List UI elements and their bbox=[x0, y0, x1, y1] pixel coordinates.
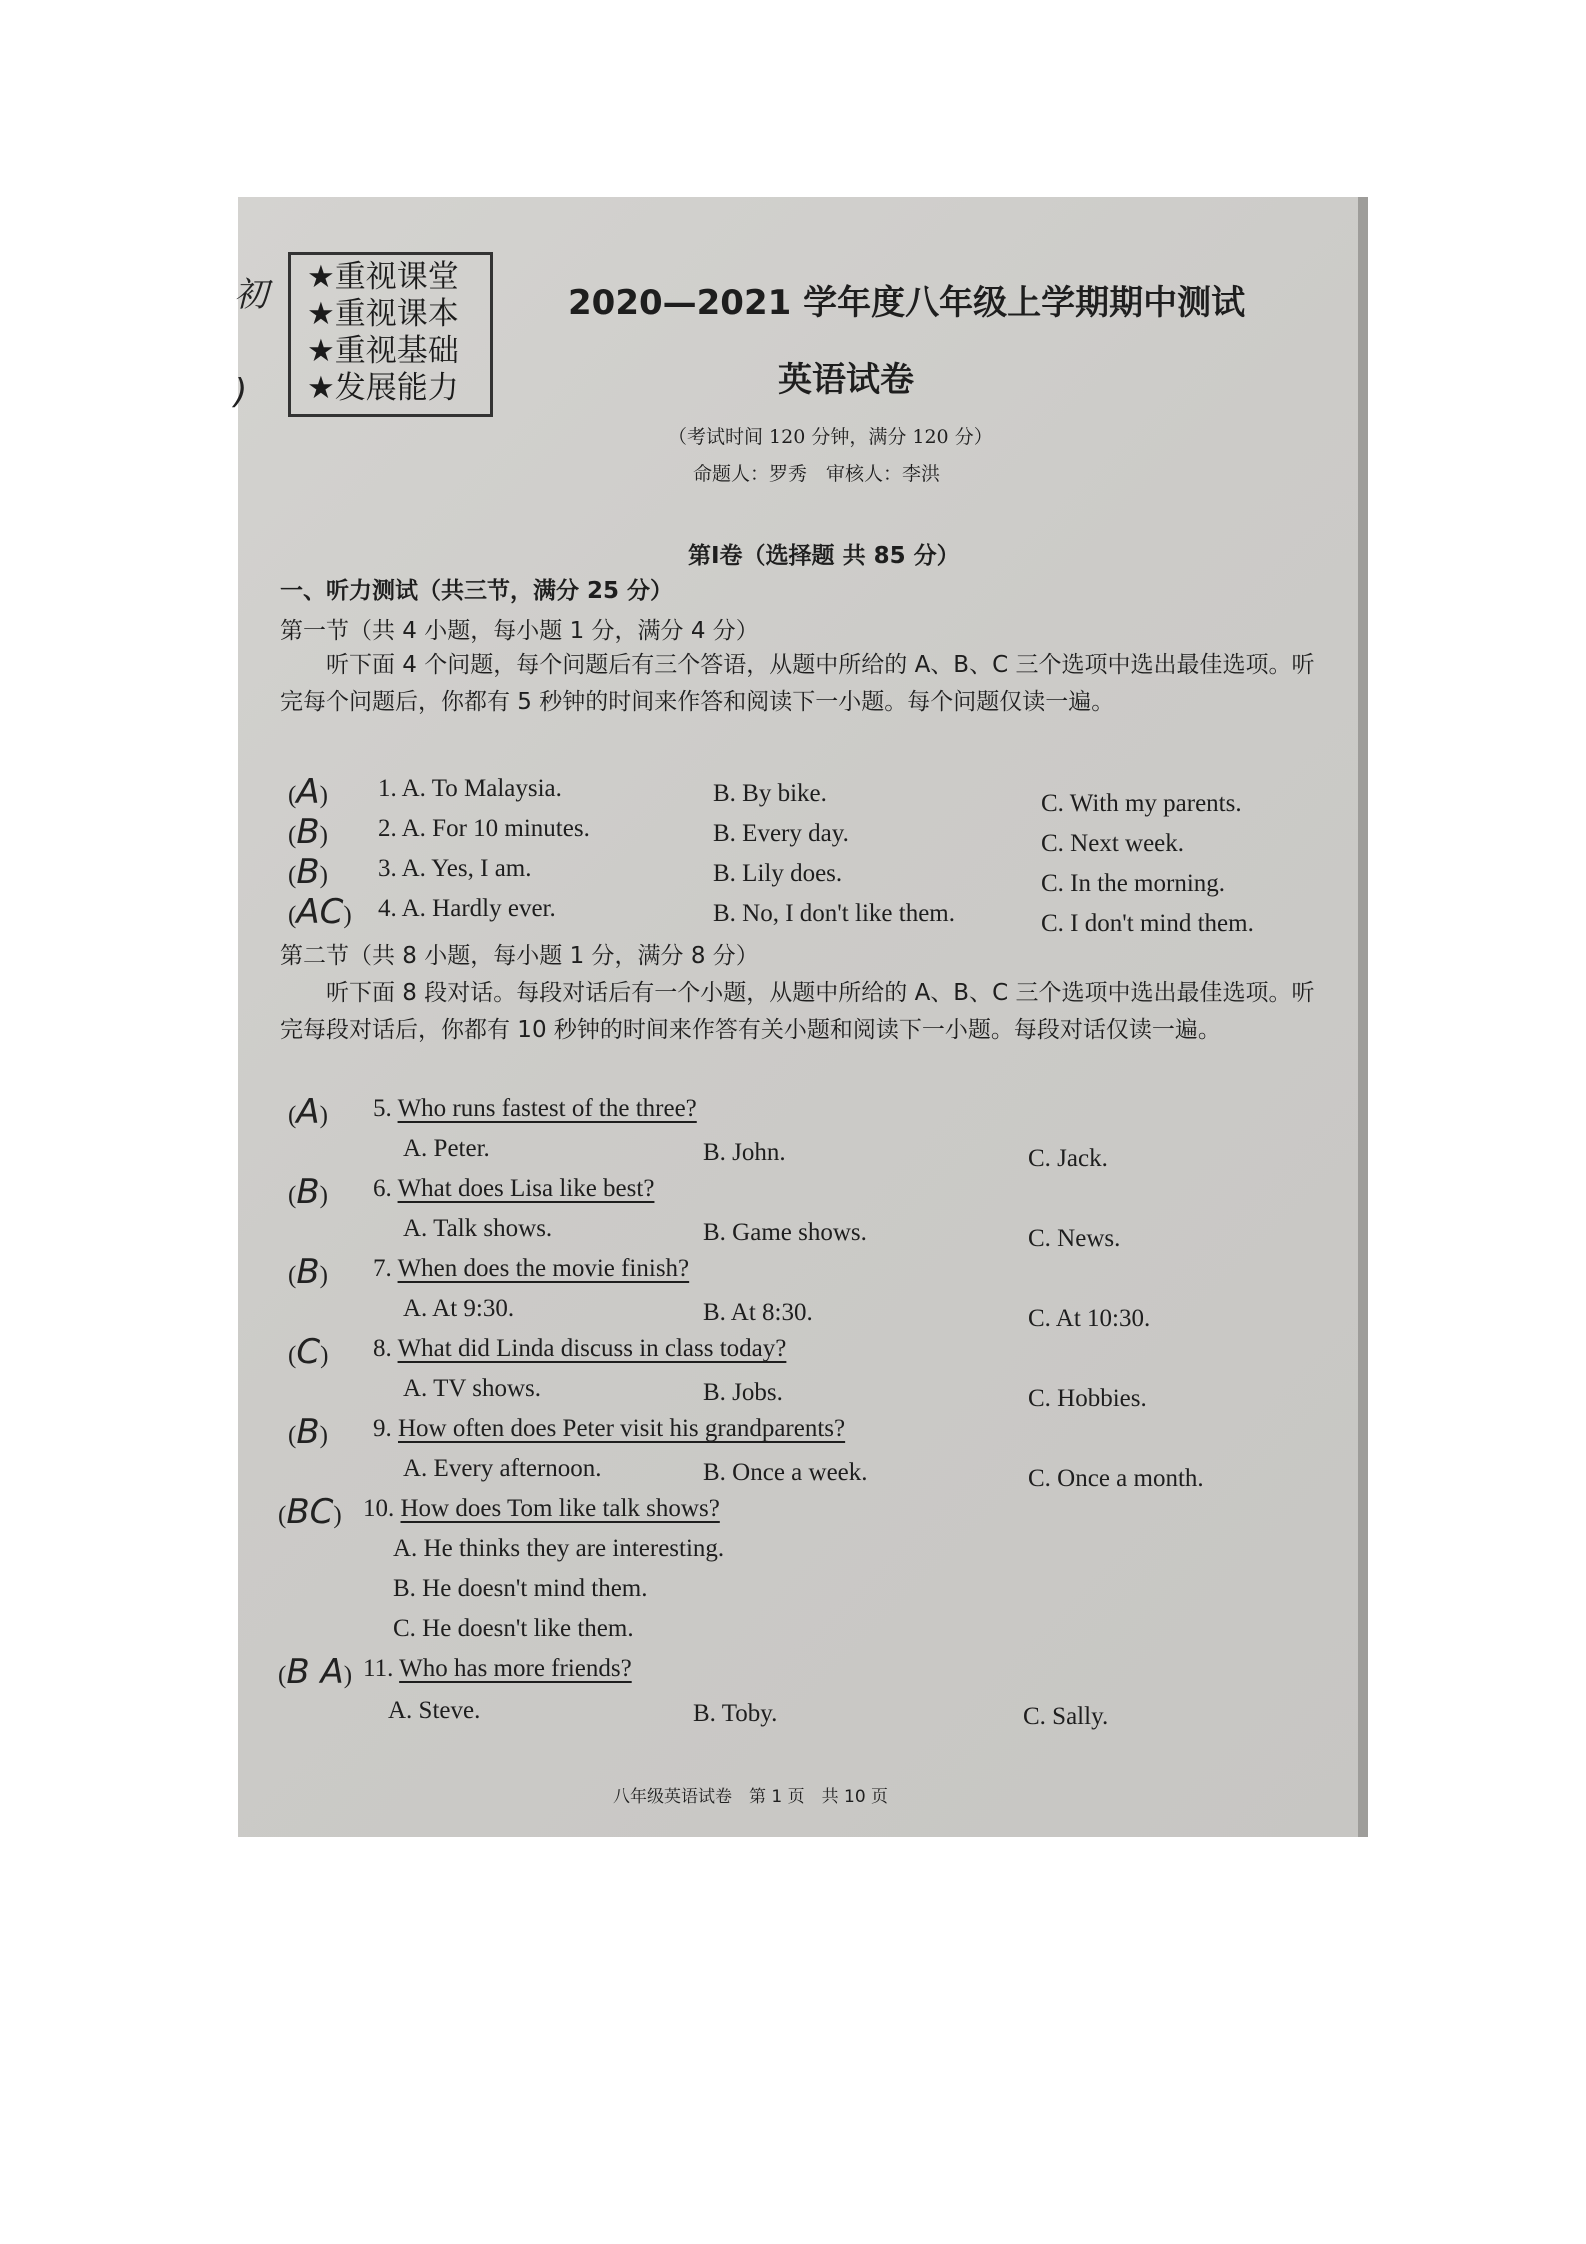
motto-line: ★重视课堂 bbox=[307, 259, 459, 295]
option-a: A. Every afternoon. bbox=[403, 1455, 602, 1482]
option-a: A. TV shows. bbox=[403, 1375, 541, 1402]
option-a: A. Hardly ever. bbox=[401, 895, 556, 922]
section1-instructions: 听下面 4 个问题，每个问题后有三个答语，从题中所给的 A、B、C 三个选项中选出最佳选项。听完每个问题后，你都有 5 秒钟的时间来作答和阅读下一小题。每个问题仅读一遍。 bbox=[280, 652, 1315, 715]
question-number: 11. bbox=[363, 1655, 394, 1682]
exam-authors: 命题人：罗秀 审核人：李洪 bbox=[693, 463, 941, 485]
motto-line: ★重视课本 bbox=[307, 296, 459, 332]
option-b: B. Lily does. bbox=[713, 860, 843, 887]
question-text: When does the movie finish? bbox=[397, 1255, 690, 1282]
option-a: A. Yes, I am. bbox=[401, 855, 532, 882]
option-c: C. At 10:30. bbox=[1028, 1305, 1151, 1332]
answer-mark: AC bbox=[296, 892, 344, 932]
margin-handwriting: ) bbox=[234, 372, 248, 412]
section1-heading: 第一节（共 4 小题，每小题 1 分，满分 4 分） bbox=[280, 618, 759, 644]
question-number: 3. bbox=[378, 855, 397, 882]
question-number: 5. bbox=[373, 1095, 392, 1122]
option-a: A. Steve. bbox=[388, 1697, 481, 1724]
answer-mark: B bbox=[296, 1412, 320, 1452]
answer-mark: A bbox=[296, 1092, 320, 1132]
question-number: 4. bbox=[378, 895, 397, 922]
volume-title: 第Ⅰ卷（选择题 共 85 分） bbox=[688, 543, 960, 569]
option-b: B. At 8:30. bbox=[703, 1299, 813, 1326]
page-footer: 八年级英语试卷 第 1 页 共 10 页 bbox=[613, 1787, 889, 1807]
option-b: B. No, I don't like them. bbox=[713, 900, 955, 927]
option-a: A. Talk shows. bbox=[403, 1215, 553, 1242]
option-a: A. At 9:30. bbox=[403, 1295, 515, 1322]
option-c: C. Jack. bbox=[1028, 1145, 1108, 1172]
option-c: C. He doesn't like them. bbox=[393, 1615, 634, 1642]
answer-mark: BC bbox=[286, 1492, 334, 1532]
option-c: C. Once a month. bbox=[1028, 1465, 1204, 1492]
option-b: B. Toby. bbox=[693, 1700, 778, 1727]
option-a: A. For 10 minutes. bbox=[401, 815, 590, 842]
question-number: 1. bbox=[378, 775, 397, 802]
question-text: What does Lisa like best? bbox=[397, 1175, 655, 1202]
option-b: B. He doesn't mind them. bbox=[393, 1575, 648, 1602]
answer-mark: B bbox=[296, 852, 320, 892]
exam-title: 2020—2021 学年度八年级上学期期中测试 bbox=[568, 283, 1246, 323]
part1-heading: 一、听力测试（共三节，满分 25 分） bbox=[280, 578, 674, 604]
exam-paper: 初 ) ★重视课堂 ★重视课本 ★重视基础 ★发展能力 2020—2021 学年度八年级上学期期中测试 英语试卷 （考试时间 120 分钟，满分 120 分） 命题人：罗秀 审核人：李洪 第Ⅰ卷（选择题 共 85 分） 一、听力测试（共三节，满分 25 分） 第一节（共 4 小题，每小题 1 分，满分 4 分） 听下面 4 个问题，每个问题后有三个答语，从题中所给的 A、B、C 三个选项中选出最佳选项。听完每个问题后，你都有 5 秒钟的时间来作答和阅读下一小题。每个问题仅读一遍。 (A) 1. A. To Malaysia. B. By bike. C. With my parents. (B) 2. A. For 10 minutes. B. Every day. C. Next week. (B) 3. A. Yes, I am. B. Lily does. C. In the morning. (AC) 4. A. Hardly ever. B. No, I don't like them. C. I don't mind them. 第二节（共 8 小题，每小题 1 分，满分 8 分） 听下面 8 段对话。每段对话后有一个小题，从题中所给的 A、B、C 三个选项中选出最佳选项。听完每段对话后，你都有 10 秒钟的时间来作答有关小题和阅读下一小题。每段对话仅读一遍。 (A) 5. Who runs fastest of the three? A. Peter. B. John. C. Jack. (B) 6. What does Lisa like best? A. Talk shows. B. Game shows. C. News. (B) 7. When does the movie finish? A. At 9:30. B. At 8:30. C. At 10:30. (C) 8. What did Linda discuss in class today? A. TV shows. B. Jobs. C. Hobbies. (B) 9. How often does Peter visit his grandparents? A. Every afternoon. B. Once a week. C. Once a month. (BC) 10. How does Tom like talk shows? A. He thinks they are interesting. B. He doesn't mind them. C. He doesn't like them. (B A) 11. Who has more friends? A. Steve. B. Toby. C. Sally. 八年级英语试卷 第 1 页 共 10 页 bbox=[238, 197, 1368, 1837]
question-text: Who has more friends? bbox=[399, 1655, 632, 1682]
margin-handwriting: 初 bbox=[234, 275, 268, 315]
answer-mark: C bbox=[296, 1332, 321, 1372]
answer-mark: A bbox=[296, 772, 320, 812]
option-c: C. I don't mind them. bbox=[1041, 910, 1254, 937]
question-text: How often does Peter visit his grandparents? bbox=[398, 1415, 846, 1442]
section2-instructions: 听下面 8 段对话。每段对话后有一个小题，从题中所给的 A、B、C 三个选项中选出最佳选项。听完每段对话后，你都有 10 秒钟的时间来作答有关小题和阅读下一小题。每段对话仅读一遍。 bbox=[280, 980, 1315, 1043]
option-c: C. With my parents. bbox=[1041, 790, 1242, 817]
answer-mark: B bbox=[296, 1172, 320, 1212]
motto-line: ★重视基础 bbox=[307, 333, 459, 369]
option-b: B. John. bbox=[703, 1139, 786, 1166]
question-number: 9. bbox=[373, 1415, 392, 1442]
question-number: 10. bbox=[363, 1495, 395, 1522]
motto-box bbox=[288, 252, 493, 417]
option-c: C. Hobbies. bbox=[1028, 1385, 1147, 1412]
option-b: B. Once a week. bbox=[703, 1459, 868, 1486]
option-c: C. News. bbox=[1028, 1225, 1121, 1252]
option-a: A. To Malaysia. bbox=[401, 775, 562, 802]
answer-mark: B bbox=[296, 1252, 320, 1292]
option-c: C. Next week. bbox=[1041, 830, 1185, 857]
answer-mark: B bbox=[296, 812, 320, 852]
option-a: A. Peter. bbox=[403, 1135, 490, 1162]
question-number: 2. bbox=[378, 815, 397, 842]
question-text: Who runs fastest of the three? bbox=[397, 1095, 697, 1122]
question-number: 8. bbox=[373, 1335, 392, 1362]
option-b: B. Jobs. bbox=[703, 1379, 783, 1406]
section2-heading: 第二节（共 8 小题，每小题 1 分，满分 8 分） bbox=[280, 943, 759, 969]
answer-mark: B A bbox=[286, 1652, 344, 1692]
question-text: What did Linda discuss in class today? bbox=[397, 1335, 787, 1362]
question-text: How does Tom like talk shows? bbox=[400, 1495, 720, 1522]
exam-subtitle: 英语试卷 bbox=[778, 360, 914, 400]
question-number: 6. bbox=[373, 1175, 392, 1202]
exam-info: （考试时间 120 分钟，满分 120 分） bbox=[668, 426, 993, 448]
option-b: B. By bike. bbox=[713, 780, 827, 807]
question-number: 7. bbox=[373, 1255, 392, 1282]
option-b: B. Game shows. bbox=[703, 1219, 867, 1246]
option-b: B. Every day. bbox=[713, 820, 849, 847]
option-c: C. In the morning. bbox=[1041, 870, 1226, 897]
motto-line: ★发展能力 bbox=[307, 370, 459, 406]
option-c: C. Sally. bbox=[1023, 1703, 1109, 1730]
option-a: A. He thinks they are interesting. bbox=[393, 1535, 725, 1562]
